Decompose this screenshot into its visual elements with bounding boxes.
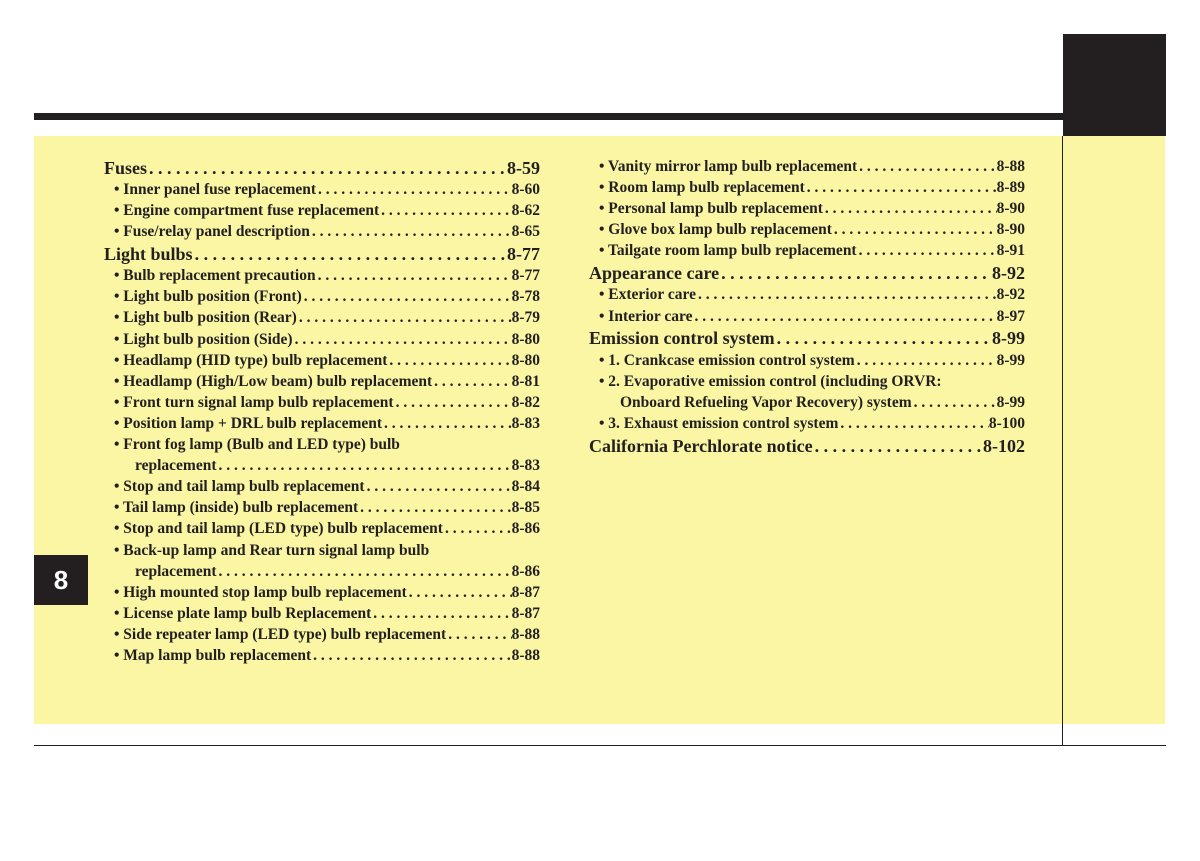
toc-entry-label: • Personal lamp bulb replacement — [599, 200, 823, 218]
toc-entry-label: • License plate lamp bulb Replacement — [114, 604, 372, 622]
toc-page-number: 8-62 — [511, 202, 540, 220]
toc-entry[interactable] — [104, 540, 540, 561]
toc-entry-label: • Vanity mirror lamp bulb replacement — [599, 158, 858, 175]
toc-leader-dots — [443, 518, 512, 539]
toc-leader-dots — [912, 392, 997, 413]
toc-entry[interactable] — [104, 582, 540, 603]
toc-page-number: 8-99 — [992, 328, 1025, 349]
toc-section-entry[interactable] — [589, 327, 1025, 349]
toc-page-number: 8-80 — [511, 330, 540, 348]
toc-entry-label: California Perchlorate notice — [589, 435, 813, 456]
toc-page-number: 8-99 — [996, 393, 1025, 411]
toc-leader-dots — [394, 392, 512, 413]
toc-entry-label: • 2. Evaporative emission control (including ORVR: — [599, 372, 942, 390]
toc-leader-dots — [855, 350, 997, 371]
toc-section-entry[interactable] — [589, 262, 1025, 284]
toc-left-column — [104, 156, 540, 666]
toc-leader-dots — [813, 435, 983, 457]
toc-page-number: 8-89 — [996, 179, 1025, 197]
toc-entry[interactable] — [589, 177, 1025, 198]
toc-entry[interactable] — [104, 179, 540, 200]
toc-page-number: 8-78 — [511, 288, 540, 306]
toc-entry[interactable] — [104, 350, 540, 371]
toc-entry[interactable] — [104, 286, 540, 307]
toc-page-number: 8-88 — [511, 625, 540, 643]
toc-entry-label: • Room lamp bulb replacement — [599, 179, 805, 197]
toc-entry[interactable] — [589, 198, 1025, 219]
corner-tab-block — [1063, 34, 1166, 136]
toc-page-number: 8-60 — [511, 181, 540, 198]
toc-leader-dots — [719, 262, 992, 284]
toc-entry[interactable] — [104, 200, 540, 221]
toc-entry-label: • Inner panel fuse replacement — [114, 181, 317, 198]
toc-page-number: 8-77 — [511, 267, 540, 285]
toc-entry[interactable] — [104, 329, 540, 350]
toc-entry-label: • Headlamp (High/Low beam) bulb replacement — [114, 372, 433, 390]
toc-page-number: 8-90 — [996, 200, 1025, 218]
toc-page-number: 8-77 — [507, 243, 540, 264]
toc-entry-label: replacement — [135, 457, 217, 475]
toc-entry-label: • Glove box lamp bulb replacement — [599, 221, 832, 239]
toc-leader-dots — [311, 645, 511, 666]
toc-leader-dots — [775, 327, 992, 349]
toc-leader-dots — [857, 240, 997, 261]
toc-leader-dots — [371, 603, 511, 624]
toc-entry-label: • Front fog lamp (Bulb and LED type) bulb — [114, 436, 400, 454]
toc-leader-dots — [387, 350, 511, 371]
toc-leader-dots — [358, 497, 511, 518]
toc-leader-dots — [365, 476, 512, 497]
toc-entry-label: • Light bulb position (Rear) — [114, 309, 297, 327]
toc-entry-label: • Position lamp + DRL bulb replacement — [114, 414, 383, 432]
toc-entry[interactable] — [104, 561, 540, 582]
toc-page-number: 8-79 — [511, 309, 540, 327]
toc-entry-label: • Light bulb position (Front) — [114, 288, 302, 306]
toc-entry-label: • 1. Crankcase emission control system — [599, 351, 855, 369]
toc-leader-dots — [310, 221, 512, 242]
toc-entry-label: • Interior care — [599, 307, 693, 325]
toc-entry-label: • Stop and tail lamp bulb replacement — [114, 478, 365, 496]
toc-entry[interactable] — [104, 371, 540, 392]
toc-page-number: 8-86 — [511, 562, 540, 580]
toc-leader-dots — [823, 198, 997, 219]
toc-leader-dots — [407, 582, 512, 603]
toc-leader-dots — [293, 329, 512, 350]
toc-page-number: 8-88 — [996, 158, 1025, 175]
toc-leader-dots — [446, 624, 511, 645]
toc-entry-label: Emission control system — [589, 328, 775, 349]
toc-entry[interactable] — [589, 413, 1025, 434]
toc-leader-dots — [432, 371, 511, 392]
toc-entry[interactable] — [104, 497, 540, 518]
toc-leader-dots — [696, 284, 997, 305]
toc-leader-dots — [805, 177, 997, 198]
toc-page-number: 8-102 — [983, 435, 1025, 456]
toc-page-number: 8-86 — [511, 520, 540, 538]
toc-entry[interactable] — [104, 307, 540, 328]
toc-page-number: 8-82 — [511, 393, 540, 411]
toc-entry[interactable] — [104, 645, 540, 666]
toc-leader-dots — [693, 306, 997, 327]
toc-leader-dots — [382, 413, 512, 434]
toc-entry[interactable] — [589, 306, 1025, 327]
toc-leader-dots — [302, 286, 512, 307]
toc-entry[interactable] — [104, 392, 540, 413]
toc-leader-dots — [832, 219, 997, 240]
toc-entry-label: • Front turn signal lamp bulb replacement — [114, 393, 394, 411]
toc-entry-label: • Back-up lamp and Rear turn signal lamp bulb — [114, 541, 430, 559]
toc-page-number: 8-84 — [511, 478, 540, 496]
toc-leader-dots — [193, 243, 507, 265]
toc-page-number: 8-92 — [996, 286, 1025, 304]
toc-entry-label: Appearance care — [589, 262, 720, 283]
toc-leader-dots — [297, 307, 512, 328]
toc-page-number: 8-100 — [988, 414, 1025, 432]
toc-section-entry[interactable] — [589, 435, 1025, 457]
toc-entry-label: • Map lamp bulb replacement — [114, 646, 312, 664]
toc-entry-label: • Tail lamp (inside) bulb replacement — [114, 499, 359, 517]
toc-page-number: 8-92 — [992, 262, 1025, 283]
toc-entry[interactable] — [104, 476, 540, 497]
toc-page-number: 8-81 — [511, 372, 540, 390]
toc-entry-label: replacement — [135, 562, 217, 580]
toc-entry[interactable] — [104, 603, 540, 624]
chapter-tab: 8 — [34, 555, 88, 605]
toc-leader-dots — [147, 157, 507, 179]
toc-entry-label: • 3. Exhaust emission control system — [599, 414, 839, 432]
toc-entry-label: Onboard Refueling Vapor Recovery) system — [620, 393, 912, 411]
toc-page-number: 8-87 — [511, 604, 540, 622]
toc-entry-label: • Headlamp (HID type) bulb replacement — [114, 351, 388, 369]
toc-entry[interactable] — [104, 221, 540, 242]
toc-entry[interactable] — [589, 284, 1025, 305]
footer-rule — [34, 745, 1166, 746]
toc-leader-dots — [838, 413, 988, 434]
toc-entry-label: • Light bulb position (Side) — [114, 330, 293, 348]
toc-entry-label: • Fuse/relay panel description — [114, 223, 310, 241]
toc-leader-dots — [217, 561, 512, 582]
toc-right-column — [589, 156, 1025, 457]
toc-page-number: 8-85 — [511, 499, 540, 517]
toc-entry-label: • Tailgate room lamp bulb replacement — [599, 242, 857, 260]
toc-entry[interactable] — [589, 240, 1025, 261]
toc-page-number: 8-90 — [996, 221, 1025, 239]
toc-section-entry[interactable] — [104, 243, 540, 265]
toc-page-number: 8-83 — [511, 457, 540, 475]
toc-entry-label: Light bulbs — [104, 243, 193, 264]
toc-page-number: 8-65 — [511, 223, 540, 241]
toc-page-number: 8-99 — [996, 351, 1025, 369]
toc-entry[interactable] — [104, 413, 540, 434]
toc-leader-dots — [316, 265, 512, 286]
toc-page-number: 8-80 — [511, 351, 540, 369]
toc-page-number: 8-83 — [511, 414, 540, 432]
toc-entry-label: • Bulb replacement precaution — [114, 267, 316, 285]
toc-entry[interactable] — [104, 518, 540, 539]
toc-page-number: 8-59 — [507, 157, 540, 178]
toc-leader-dots — [857, 156, 996, 177]
toc-entry-label: • Exterior care — [599, 286, 696, 304]
toc-entry[interactable] — [104, 455, 540, 476]
margin-divider — [1062, 136, 1063, 746]
toc-entry[interactable] — [104, 265, 540, 286]
toc-entry[interactable] — [589, 350, 1025, 371]
header-rule — [34, 113, 1064, 120]
toc-entry-label: • Engine compartment fuse replacement — [114, 202, 380, 220]
toc-leader-dots — [217, 455, 512, 476]
toc-entry[interactable] — [104, 434, 540, 455]
toc-page-number: 8-88 — [511, 646, 540, 664]
toc-page-number: 8-91 — [996, 242, 1025, 260]
toc-leader-dots — [316, 179, 512, 200]
toc-entry-label: • Side repeater lamp (LED type) bulb replacement — [114, 625, 447, 643]
toc-entry[interactable] — [589, 156, 1025, 177]
toc-entry[interactable] — [589, 371, 1025, 392]
toc-entry-label: • High mounted stop lamp bulb replacement — [114, 583, 407, 601]
toc-entry[interactable] — [589, 392, 1025, 413]
toc-leader-dots — [379, 200, 511, 221]
toc-entry-label: Fuses — [104, 157, 148, 178]
toc-page-number: 8-97 — [996, 307, 1025, 325]
toc-entry-label: • Stop and tail lamp (LED type) bulb replacement — [114, 520, 443, 538]
toc-section-entry[interactable] — [104, 157, 540, 179]
toc-entry[interactable] — [104, 624, 540, 645]
toc-page-number: 8-87 — [511, 583, 540, 601]
toc-entry[interactable] — [589, 219, 1025, 240]
